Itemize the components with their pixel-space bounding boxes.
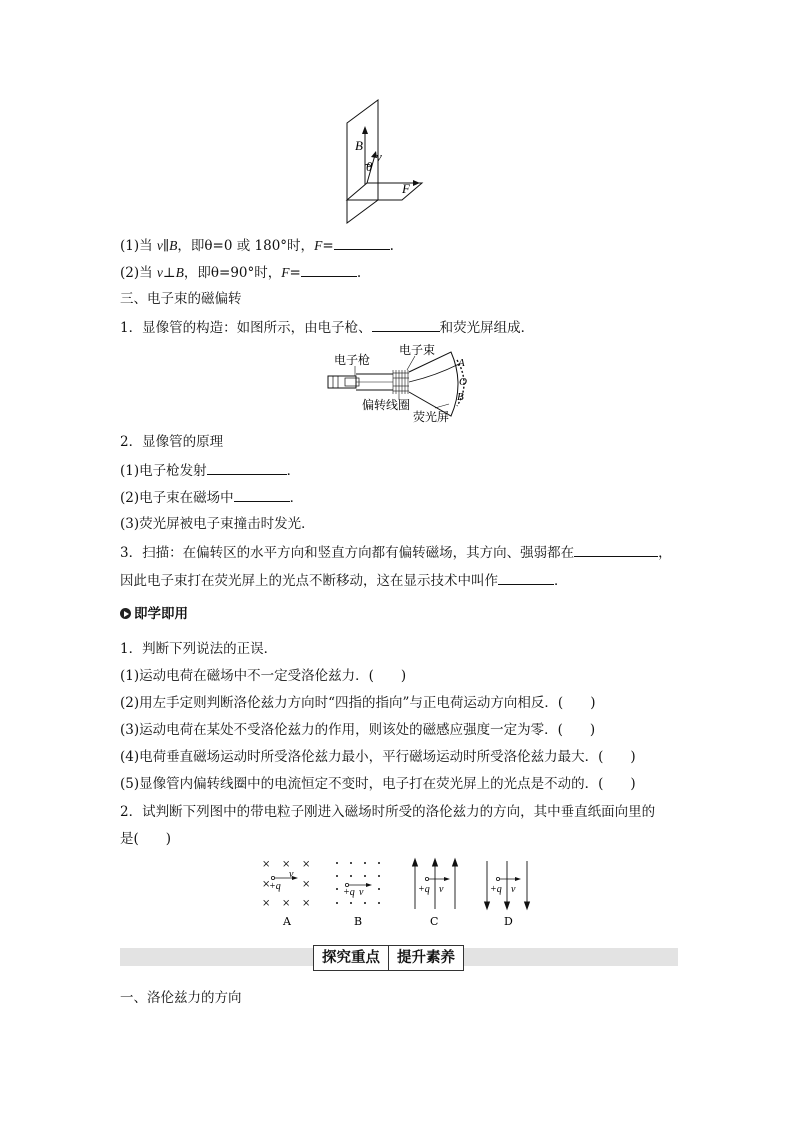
item-1	[120, 318, 534, 337]
label-B2: B	[457, 391, 464, 403]
practice-title: 即学即用	[134, 606, 188, 622]
label-screen: 荧光屏	[413, 410, 450, 424]
text: .	[356, 265, 362, 281]
q2-line-1: 2．试判断下列图中的带电粒子刚进入磁场时所受的洛伦兹力的方向，其中垂直纸面向里的	[120, 804, 656, 820]
option-c-letter: C	[430, 915, 439, 928]
eq: =	[322, 238, 334, 254]
text: (1)当	[120, 238, 157, 254]
q1-item-4: (4)电荷垂直磁场运动时所受洛伦兹力最小，平行磁场运动时所受洛伦兹力最大．( )	[120, 749, 636, 765]
item-2-3: (3)荧光屏被电子束撞击时发光．	[120, 516, 315, 532]
label-v: v	[376, 149, 382, 164]
q1-item-5: (5)显像管内偏转线圈中的电流恒定不变时，电子打在荧光屏上的光点是不动的．( )	[120, 776, 636, 792]
svg-text:×: ×	[302, 898, 311, 909]
q1-item-1: (1)运动电荷在磁场中不一定受洛伦兹力．( )	[120, 668, 407, 684]
section-1-title: 一、洛伦兹力的方向	[120, 990, 242, 1006]
text: ．	[289, 490, 304, 506]
rel: ⊥	[162, 265, 176, 281]
option-d-velocity: v	[511, 884, 516, 895]
text: (1)电子枪发射	[120, 463, 207, 479]
banner-left: 探究重点	[322, 950, 380, 966]
option-c-velocity: v	[439, 884, 444, 895]
option-a-charge: +q	[269, 881, 281, 892]
text: ．	[286, 463, 301, 479]
item-2-2	[120, 488, 303, 507]
text: (2)当	[120, 265, 157, 281]
section-3-title: 三、电子束的磁偏转	[120, 291, 242, 307]
section-banner	[313, 945, 464, 971]
option-b-charge: +q	[343, 887, 355, 898]
item-2-1	[120, 461, 300, 480]
q1-item-3: (3)运动电荷在某处不受洛伦兹力的作用，则该处的磁感应强度一定为零．( )	[120, 722, 596, 738]
label-coil: 偏转线圈	[362, 398, 411, 412]
text: 因此电子束打在荧光屏上的光点不断移动，这在显示技术中叫作	[120, 573, 498, 589]
eq: =	[289, 265, 301, 281]
label-theta: θ	[366, 159, 373, 174]
answer-blank[interactable]	[574, 543, 658, 557]
q2-line-2: 是( )	[120, 831, 172, 847]
text: ，即θ=90°时，	[183, 265, 282, 281]
svg-text:×: ×	[262, 859, 271, 870]
var-B: B	[169, 238, 178, 253]
svg-text:×: ×	[282, 898, 291, 909]
svg-text:×: ×	[302, 859, 311, 870]
practice-header	[120, 605, 188, 623]
q1-title: 1．判断下列说法的正误．	[120, 641, 278, 657]
option-b-letter: B	[354, 915, 363, 928]
text: (2)电子束在磁场中	[120, 490, 234, 506]
option-b-velocity: v	[359, 887, 364, 898]
label-O: O	[459, 376, 467, 388]
label-beam: 电子束	[399, 343, 436, 357]
option-a-letter: A	[283, 915, 291, 928]
perpendicular-case	[120, 263, 361, 282]
var-v: v	[156, 238, 163, 253]
item-3-line-2	[120, 571, 568, 590]
parallel-case	[120, 236, 394, 255]
answer-blank[interactable]	[301, 263, 357, 277]
svg-text:×: ×	[282, 859, 291, 870]
play-icon	[120, 608, 131, 619]
force-angle-figure	[330, 95, 430, 225]
option-d-letter: D	[504, 915, 513, 928]
item-3-line-1	[120, 543, 672, 562]
options-figure	[255, 855, 545, 930]
banner-right: 提升素养	[388, 946, 463, 970]
crt-figure	[325, 342, 485, 426]
var-v: v	[156, 265, 163, 280]
svg-text:×: ×	[262, 898, 271, 909]
answer-blank[interactable]	[234, 488, 290, 502]
answer-blank[interactable]	[372, 318, 440, 332]
item-2-title: 2．显像管的原理	[120, 434, 224, 450]
answer-blank[interactable]	[207, 461, 287, 475]
rel: ∥	[162, 238, 170, 254]
q1-item-2: (2)用左手定则判断洛伦兹力方向时“四指的指向”与正电荷运动方向相反．( )	[120, 695, 596, 711]
answer-blank[interactable]	[334, 236, 390, 250]
svg-text:×: ×	[262, 879, 271, 890]
label-B: B	[355, 138, 363, 153]
text: 1．显像管的构造：如图所示，由电子枪、	[120, 320, 372, 336]
var-F: F	[314, 238, 323, 253]
answer-blank[interactable]	[498, 571, 554, 585]
text: 3．扫描：在偏转区的水平方向和竖直方向都有偏转磁场，其方向、强弱都在	[120, 545, 575, 561]
text: .	[389, 238, 394, 254]
label-A: A	[458, 357, 465, 369]
label-F: F	[402, 181, 410, 196]
text: ．	[554, 573, 568, 589]
option-c-charge: +q	[418, 884, 430, 895]
label-gun: 电子枪	[334, 353, 371, 367]
option-a-velocity: v	[289, 869, 294, 880]
option-d-charge: +q	[490, 884, 502, 895]
text: ，	[658, 545, 672, 561]
text: ，即θ=0 或 180°时，	[177, 238, 315, 254]
text: 和荧光屏组成．	[439, 320, 535, 336]
var-B: B	[175, 265, 184, 280]
var-F: F	[281, 265, 290, 280]
svg-text:×: ×	[302, 879, 311, 890]
